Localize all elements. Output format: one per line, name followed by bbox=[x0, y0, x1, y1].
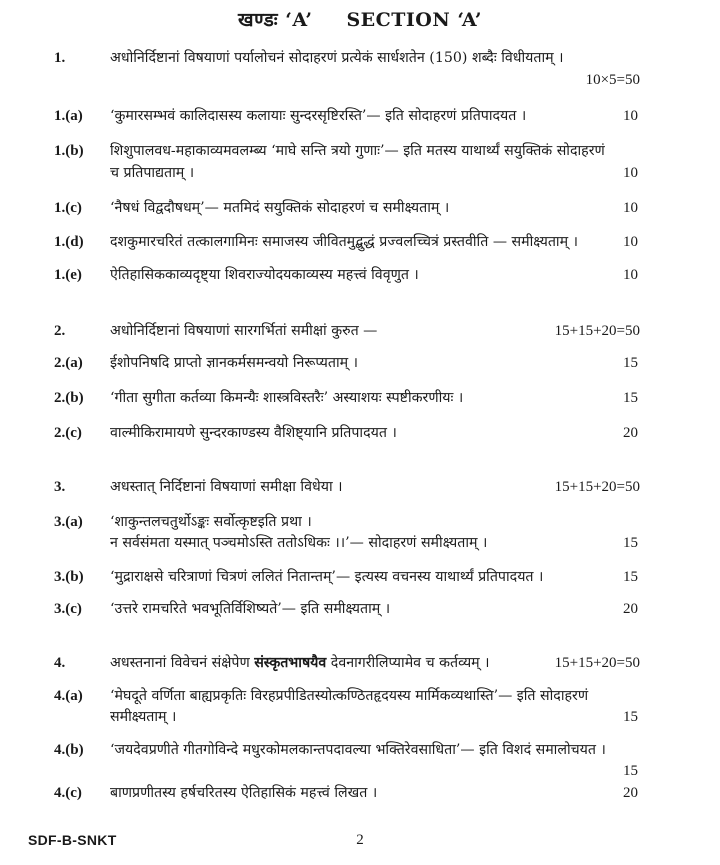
question-number: 3.(a) bbox=[54, 514, 83, 530]
question-text-line-1: ‘मेघदूते वर्णिता बाह्यप्रकृतिः विरहप्रपीडितस्योत्कण्ठितहृदयस्य मार्मिकव्यथास्ति’— इति सोदाहरणं bbox=[110, 688, 589, 704]
question-text-line-1: शिशुपालवध-महाकाव्यमवलम्ब्य ‘माघे सन्ति त्रयो गुणाः’— इति मतस्य याथार्थ्यं सयुक्तिकं सोदाहरणं bbox=[110, 143, 605, 159]
question-marks: 20 bbox=[623, 601, 638, 617]
question-text-line-2: च प्रतिपाद्यताम् । bbox=[110, 165, 195, 181]
question-number: 2.(c) bbox=[54, 425, 82, 441]
question-number: 4.(c) bbox=[54, 785, 82, 801]
section-header bbox=[0, 6, 720, 32]
question-text-line-1: ‘जयदेवप्रणीते गीतगोविन्दे मधुरकोमलकान्तपदावल्या भक्तिरेवसाधिता’— इति विशदं समालोचयत । bbox=[110, 742, 606, 758]
question-marks: 10×5=50 bbox=[585, 72, 640, 88]
question-text-emphasis: संस्कृतभाषयैव bbox=[254, 655, 327, 671]
question-text-line-1: ‘शाकुन्तलचतुर्थोऽङ्कः सर्वोत्कृष्टइति प्रथा । bbox=[110, 514, 312, 530]
question-marks: 15 bbox=[623, 763, 638, 779]
question-text: अधोनिर्दिष्टानां विषयाणां पर्यालोचनं सोदाहरणं प्रत्येकं सार्धशतेन (150) शब्दैः विधीयताम् । bbox=[110, 50, 564, 66]
question-text-part: अधस्तनानां विवेचनं संक्षेपेण bbox=[110, 655, 255, 671]
question-text-part: देवनागरीलिप्यामेव च कर्तव्यम् । bbox=[326, 655, 490, 671]
question-marks: 10 bbox=[623, 267, 638, 283]
question-text: अधोनिर्दिष्टानां विषयाणां सारगर्भितां समीक्षां कुरुत — bbox=[110, 323, 378, 339]
question-marks: 20 bbox=[623, 785, 638, 801]
question-text bbox=[110, 653, 530, 674]
question-marks: 15+15+20=50 bbox=[554, 479, 640, 495]
section-header-hindi: खण्डः ‘A’ bbox=[238, 9, 313, 31]
question-number: 3. bbox=[54, 479, 66, 495]
question-text: ईशोपनिषदि प्राप्तो ज्ञानकर्मसमन्वयो निरूप्यताम् । bbox=[110, 355, 359, 371]
question-marks: 10 bbox=[623, 108, 638, 124]
question-marks: 10 bbox=[623, 234, 638, 250]
question-number: 3.(b) bbox=[54, 569, 84, 585]
question-number: 2. bbox=[54, 323, 66, 339]
page-number: 2 bbox=[356, 832, 364, 848]
paper-code: SDF-B-SNKT bbox=[28, 832, 117, 848]
section-header-english: SECTION ‘A’ bbox=[346, 9, 482, 31]
question-text: ‘गीता सुगीता कर्तव्या किमन्यैः शास्त्रविस्तरैः’ अस्याशयः स्पष्टीकरणीयः । bbox=[110, 390, 464, 406]
question-marks: 10 bbox=[623, 165, 638, 181]
question-number: 1.(b) bbox=[54, 143, 84, 159]
question-text: ‘मुद्राराक्षसे चरित्राणां चित्रणं ललितं नितान्तम्’— इत्यस्य वचनस्य याथार्थ्यं प्रतिपादयत । bbox=[110, 569, 544, 585]
question-text-line-2: समीक्ष्यताम् । bbox=[110, 709, 177, 725]
question-text: वाल्मीकिरामायणे सुन्दरकाण्डस्य वैशिष्ट्यानि प्रतिपादयत । bbox=[110, 425, 397, 441]
question-marks: 15+15+20=50 bbox=[554, 655, 640, 671]
question-marks: 20 bbox=[623, 425, 638, 441]
question-marks: 15 bbox=[623, 709, 638, 725]
question-number: 1.(a) bbox=[54, 108, 83, 124]
question-marks: 15+15+20=50 bbox=[554, 323, 640, 339]
question-marks: 10 bbox=[623, 200, 638, 216]
question-text: ऐतिहासिककाव्यदृष्ट्या शिवराज्योदयकाव्यस्य महत्त्वं विवृणुत । bbox=[110, 267, 419, 283]
question-text-line-2: न सर्वसंमता यस्मात् पञ्चमोऽस्ति ततोऽधिकः ।।’— सोदाहरणं समीक्ष्यताम् । bbox=[110, 535, 488, 551]
question-marks: 15 bbox=[623, 535, 638, 551]
question-text: ‘कुमारसम्भवं कालिदासस्य कलायाः सुन्दरसृष्टिरस्ति’— इति सोदाहरणं प्रतिपादयत । bbox=[110, 108, 527, 124]
question-number: 4.(a) bbox=[54, 688, 83, 704]
question-text: बाणप्रणीतस्य हर्षचरितस्य ऐतिहासिकं महत्त्वं लिखत । bbox=[110, 785, 378, 801]
question-text: ‘उत्तरे रामचरिते भवभूतिर्विशिष्यते’— इति समीक्ष्यताम् । bbox=[110, 601, 391, 617]
question-number: 2.(a) bbox=[54, 355, 83, 371]
question-text: ‘नैषधं विद्वदौषधम्’— मतमिदं सयुक्तिकं सोदाहरणं च समीक्ष्यताम् । bbox=[110, 200, 450, 216]
question-number: 1.(e) bbox=[54, 267, 82, 283]
question-number: 3.(c) bbox=[54, 601, 82, 617]
question-marks: 15 bbox=[623, 355, 638, 371]
question-number: 1.(d) bbox=[54, 234, 84, 250]
question-text: दशकुमारचरितं तत्कालगामिनः समाजस्य जीवितमुद्बुद्धं प्रज्वलच्चित्रं प्रस्तवीति — समीक्ष्यताम् । bbox=[110, 234, 578, 250]
question-number: 4.(b) bbox=[54, 742, 84, 758]
question-number: 4. bbox=[54, 655, 66, 671]
question-text: अधस्तात् निर्दिष्टानां विषयाणां समीक्षा विधेया । bbox=[110, 479, 343, 495]
question-marks: 15 bbox=[623, 390, 638, 406]
question-number: 1.(c) bbox=[54, 200, 82, 216]
question-marks: 15 bbox=[623, 569, 638, 585]
question-number: 2.(b) bbox=[54, 390, 84, 406]
question-number: 1. bbox=[54, 50, 66, 66]
